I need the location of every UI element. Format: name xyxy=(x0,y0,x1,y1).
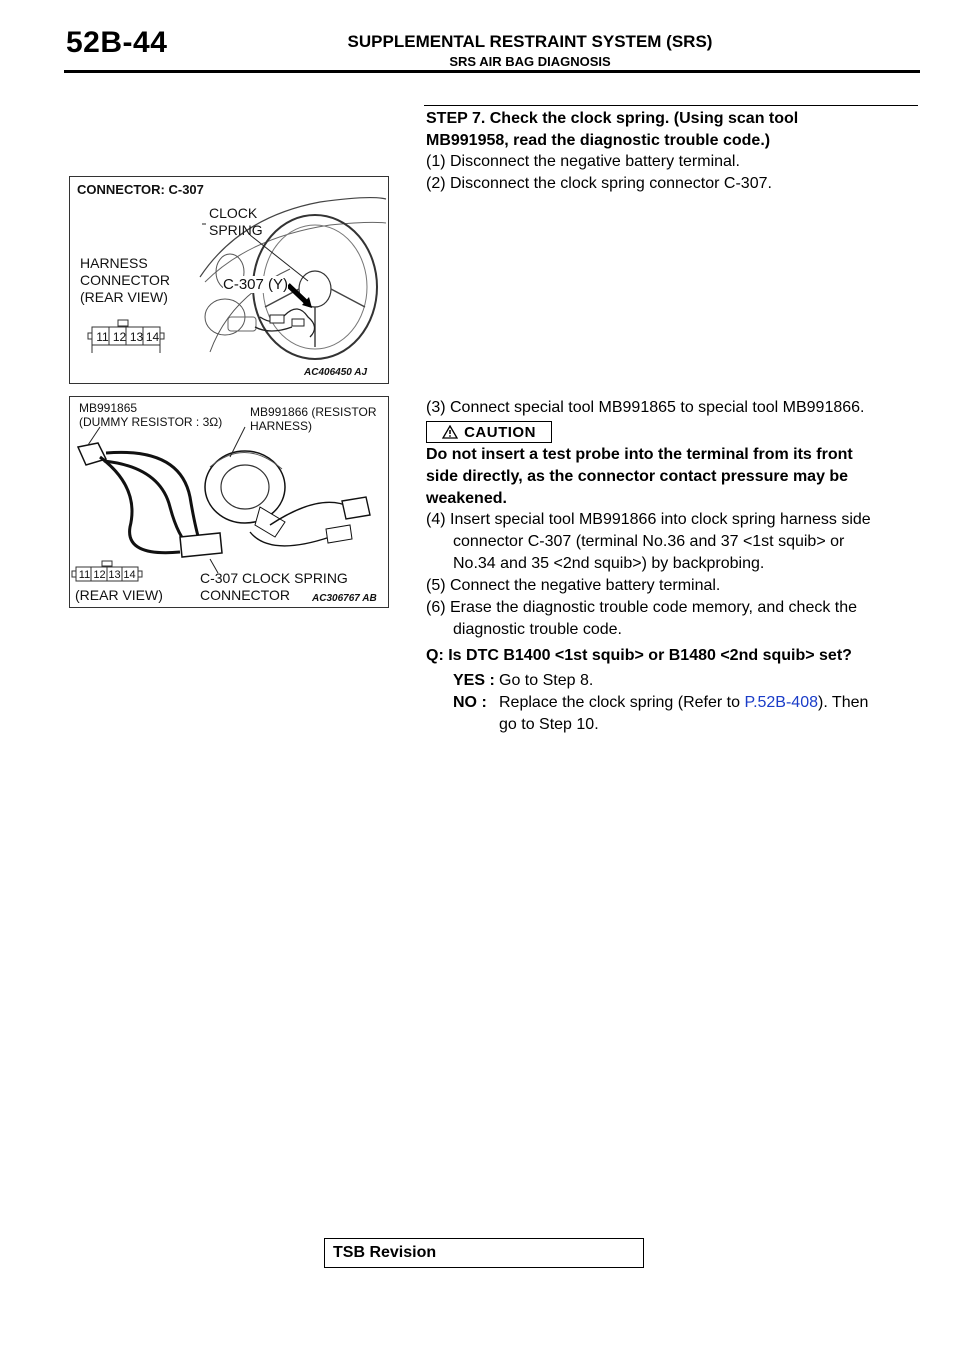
caution-text-2: side directly, as the connector contact pressure may be xyxy=(426,468,849,485)
page-number: 52B-44 xyxy=(66,26,168,59)
tsb-revision-label: TSB Revision xyxy=(333,1244,437,1261)
step-item-3: (3) Connect special tool MB991865 to special tool MB991866. xyxy=(426,399,865,416)
c307-clock-spring-label: C-307 CLOCK SPRING CONNECTOR xyxy=(200,570,348,603)
step-item-4-line-1: (4) Insert special tool MB991866 into clock spring harness side xyxy=(426,511,871,528)
mb991865-label: MB991865 (DUMMY RESISTOR : 3Ω) xyxy=(79,401,223,429)
harness-label: HARNESS CONNECTOR (REAR VIEW) xyxy=(80,255,170,305)
step-title-line-2: MB991958, read the diagnostic trouble code.) xyxy=(426,132,771,149)
step-item-1: (1) Disconnect the negative battery terminal. xyxy=(426,153,740,170)
no-text-line-2: go to Step 10. xyxy=(499,716,599,733)
step-item-6-line-2: diagnostic trouble code. xyxy=(453,621,622,638)
question: Q: Is DTC B1400 <1st squib> or B1480 <2nd squib> set? xyxy=(426,647,852,664)
step-item-2: (2) Disconnect the clock spring connector C-307. xyxy=(426,175,772,192)
c307-label: C-307 (Y) xyxy=(223,276,289,293)
clock-spring-label: CLOCK SPRING xyxy=(209,205,263,238)
no-label: NO : xyxy=(453,694,487,711)
no-text: Replace the clock spring (Refer to P.52B-408). Then xyxy=(499,694,869,711)
caution-text-3: weakened. xyxy=(426,490,507,507)
figure-code: AC406450 AJ xyxy=(304,367,368,378)
step-item-5: (5) Connect the negative battery terminal. xyxy=(426,577,721,594)
caution-label: CAUTION xyxy=(464,423,536,441)
rear-view-label: (REAR VIEW) xyxy=(75,587,163,603)
step-item-6-line-1: (6) Erase the diagnostic trouble code memory, and check the xyxy=(426,599,858,616)
pin-12: 12 xyxy=(93,569,106,581)
caution-text-1: Do not insert a test probe into the terminal from its front xyxy=(426,446,853,463)
figure-resistor-harness xyxy=(69,396,389,608)
mb991866-label: MB991866 (RESISTOR HARNESS) xyxy=(250,405,377,433)
step-item-4-line-2: connector C-307 (terminal No.36 and 37 <1st squib> or xyxy=(453,533,845,550)
pin-13: 13 xyxy=(129,330,144,344)
pin-14: 14 xyxy=(123,569,136,581)
tsb-revision-box xyxy=(324,1238,644,1268)
warning-icon xyxy=(442,425,458,439)
section-subtitle: SRS AIR BAG DIAGNOSIS xyxy=(449,54,611,69)
section-title: SUPPLEMENTAL RESTRAINT SYSTEM (SRS) xyxy=(347,32,713,51)
pin-13: 13 xyxy=(108,569,121,581)
connector-title: CONNECTOR: C-307 xyxy=(77,182,204,197)
pin-12: 12 xyxy=(112,330,127,344)
caution-badge xyxy=(426,421,552,443)
header-rule xyxy=(64,70,920,73)
yes-text: Go to Step 8. xyxy=(499,672,594,689)
page-reference-link[interactable]: P.52B-408 xyxy=(744,694,818,711)
step-item-4-line-3: No.34 and 35 <2nd squib>) by backprobing. xyxy=(453,555,765,572)
yes-label: YES : xyxy=(453,672,495,689)
step-title-line-1: STEP 7. Check the clock spring. (Using scan tool xyxy=(426,110,799,127)
pin-14: 14 xyxy=(145,330,160,344)
column-rule xyxy=(424,105,918,106)
figure-code: AC306767 AB xyxy=(312,593,377,604)
pin-11: 11 xyxy=(78,569,91,581)
figure-connector-c307 xyxy=(69,176,389,384)
pin-11: 11 xyxy=(96,330,109,344)
